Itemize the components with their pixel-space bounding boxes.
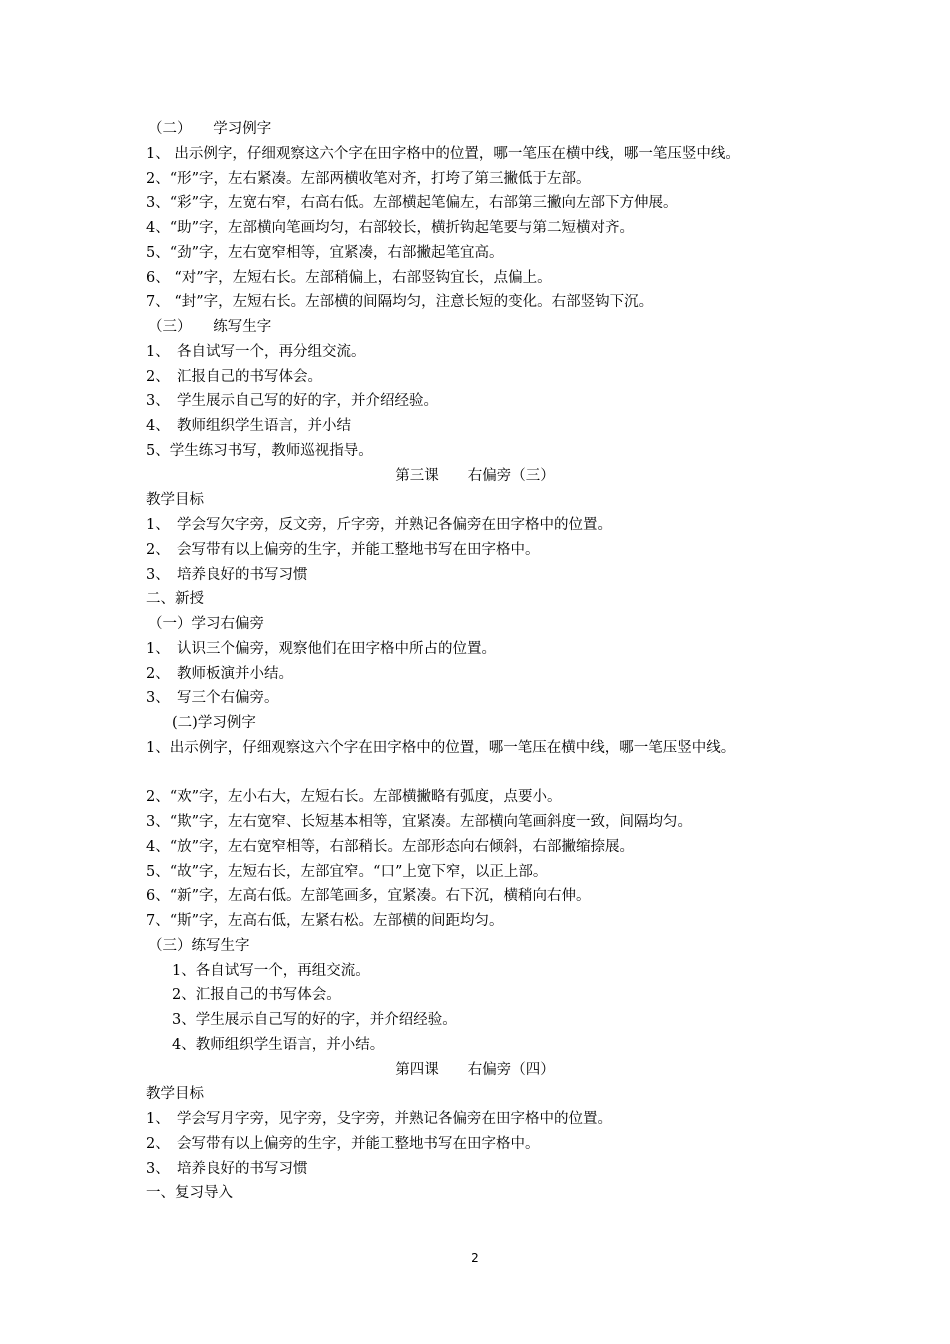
- text-line: 2、汇报自己的书写体会。: [172, 987, 341, 1004]
- text-line: 3、“欺”字，左右宽窄、长短基本相等，宜紧凑。左部横向笔画斜度一致，间隔均匀。: [146, 814, 693, 830]
- text-line: 3、学生展示自己写的好的字，并介绍经验。: [172, 1012, 457, 1028]
- text-line: 3、 培养良好的书写习惯: [146, 566, 308, 583]
- text-line: 4、教师组织学生语言，并小结。: [172, 1036, 385, 1053]
- text-line: (二)学习例字: [172, 715, 256, 731]
- text-line: 4、“放”字，左右宽窄相等，右部稍长。左部形态向右倾斜，右部撇缩捺展。: [146, 838, 635, 855]
- text-line: 3、 培养良好的书写习惯: [146, 1160, 308, 1177]
- text-line: （三） 练写生字: [148, 319, 272, 335]
- text-line: 7、 “封”字，左短右长。左部横的间隔均匀，注意长短的变化。右部竖钩下沉。: [146, 294, 654, 311]
- text-line: 3、 学生展示自己写的好的字，并介绍经验。: [146, 393, 438, 410]
- text-line: 1、出示例字，仔细观察这六个字在田字格中的位置，哪一笔压在横中线，哪一笔压竖中线。: [146, 739, 736, 756]
- page-number: 2: [471, 1251, 479, 1265]
- text-line: 2、 教师板演并小结。: [146, 665, 293, 682]
- text-line: 2、“欢”字，左小右大，左短右长。左部横撇略有弧度，点要小。: [146, 789, 562, 806]
- lesson-heading: 第四课 右偏旁（四）: [395, 1061, 555, 1078]
- text-line: 3、“彩”字，左宽右窄，右高右低。左部横起笔偏左，右部第三撇向左部下方伸展。: [146, 195, 678, 212]
- text-line: 6、 “对”字，左短右长。左部稍偏上，右部竖钩宜长，点偏上。: [146, 269, 552, 286]
- text-line: 1、各自试写一个，再组交流。: [172, 962, 370, 979]
- text-line: 1、 出示例字，仔细观察这六个字在田字格中的位置，哪一笔压在横中线，哪一笔压竖中线。: [146, 145, 740, 162]
- text-line: 5、学生练习书写，教师巡视指导。: [146, 442, 373, 459]
- text-line: 3、 写三个右偏旁。: [146, 690, 279, 707]
- text-line: 1、 各自试写一个，再分组交流。: [146, 343, 366, 360]
- text-line: 2、 汇报自己的书写体会。: [146, 368, 322, 385]
- text-line: （二） 学习例字: [148, 121, 272, 137]
- text-line: （三）练写生字: [148, 937, 250, 954]
- text-line: 2、 会写带有以上偏旁的生字，并能工整地书写在田字格中。: [146, 541, 540, 558]
- text-line: 4、“助”字，左部横向笔画均匀，右部较长，横折钩起笔要与第二短横对齐。: [146, 220, 635, 236]
- text-line: 5、“劲”字，左右宽窄相等，宜紧凑，右部撇起笔宜高。: [146, 244, 504, 261]
- text-line: 5、“故”字，左短右长，左部宜窄。“口”上宽下窄，以正上部。: [146, 863, 548, 880]
- text-line: 1、 认识三个偏旁，观察他们在田字格中所占的位置。: [146, 640, 496, 657]
- text-line: 二、新授: [146, 591, 204, 608]
- text-line: 7、“斯”字，左高右低，左紧右松。左部横的间距均匀。: [146, 913, 504, 929]
- lesson-heading: 第三课 右偏旁（三）: [395, 467, 555, 484]
- text-line: 1、 学会写欠字旁，反文旁，斤字旁，并熟记各偏旁在田字格中的位置。: [146, 517, 612, 533]
- text-line: 2、“形”字，左右紧凑。左部两横收笔对齐，打垮了第三撇低于左部。: [146, 170, 591, 187]
- text-line: 4、 教师组织学生语言，并小结: [146, 418, 351, 434]
- text-line: 2、 会写带有以上偏旁的生字，并能工整地书写在田字格中。: [146, 1135, 540, 1152]
- text-line: 1、 学会写月字旁，见字旁，殳字旁，并熟记各偏旁在田字格中的位置。: [146, 1111, 612, 1127]
- text-line: 6、“新”字，左高右低。左部笔画多，宜紧凑。右下沉，横稍向右伸。: [146, 888, 591, 905]
- text-line: （一）学习右偏旁: [148, 616, 264, 632]
- text-line: 教学目标: [146, 492, 204, 509]
- text-line: 教学目标: [146, 1086, 204, 1103]
- text-line: 一、复习导入: [146, 1185, 233, 1202]
